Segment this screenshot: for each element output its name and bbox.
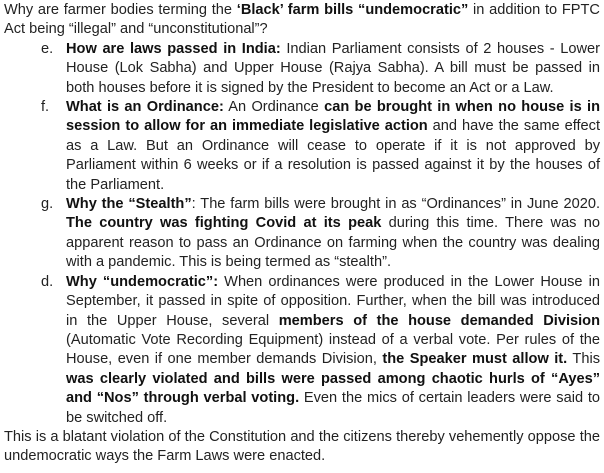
item-text: An Ordinance [223,99,325,116]
item-text: This [567,351,600,368]
item-bold: the Speaker must allow it. [382,351,568,368]
item-title: Why the “Stealth” [66,196,192,213]
intro-bold: ‘Black’ farm bills “undemocratic” [236,2,469,18]
item-text: Indian Parliament consists of 2 houses - Lower House (Lok Sabha) and Upper House (Rajya Sabha). A bill must be passed in both houses before it is signed by the President to become an Act or a Law. [66,40,600,96]
closing-paragraph: This is a blatant violation of the Constitution and the citizens thereby vehemently oppose the undemocratic ways the Farm Laws were enacted. [4,428,600,465]
list-marker: f. [41,99,50,116]
item-bold: can be brought in when no house is in session to allow for an immediate legislative action [66,99,600,135]
list-marker: e. [41,40,54,57]
intro-text: Why are farmer bodies terming the [4,2,237,18]
item-title: Why “undemocratic”: [66,273,219,290]
item-bold: The country was fighting Covid at its peak [66,215,382,232]
item-text: : The farm bills were brought in as “Ordinances” in June 2020. [191,196,600,213]
list-item-f [41,98,601,195]
item-text: (Automatic Vote Recording Equipment) instead of a verbal vote. Per rules of the House, even if one member demands Division, [66,331,600,368]
list-marker: d. [41,273,54,290]
intro-paragraph [4,1,600,40]
item-text: Even the mics of certain leaders were said to be switched off. [66,390,600,426]
list-item-d [41,273,601,428]
item-bold: members of the house demanded Division [278,312,601,329]
question-list [4,40,600,428]
item-title: What is an Ordinance: [66,99,224,116]
item-title: How are laws passed in India: [66,40,281,57]
item-bold: was clearly violated and bills were passed among chaotic hurls of “Ayes” and “Nos” through verbal voting. [66,370,600,407]
list-marker: g. [41,196,54,213]
item-text: during this time. There was no apparent reason to pass an Ordinance on farming when the country was dealing with a pandemic. This is being termed as “stealth”. [66,215,600,271]
list-item-e [41,40,600,98]
item-text: and have the same effect as a Law. But an Ordinance will cease to operate if it is not approved by Parliament within 6 weeks or if a resolution is passed against it by the houses of the Parliament. [66,118,601,193]
item-text: When ordinances were produced in the Lower House in September, it passed in spite of opposition. Further, when the bill was introduced in the Upper House, several [66,273,600,329]
list-item-g [41,195,600,273]
intro-text-end: in addition to FPTC Act being “illegal” and “unconstitutional”? [4,2,600,38]
